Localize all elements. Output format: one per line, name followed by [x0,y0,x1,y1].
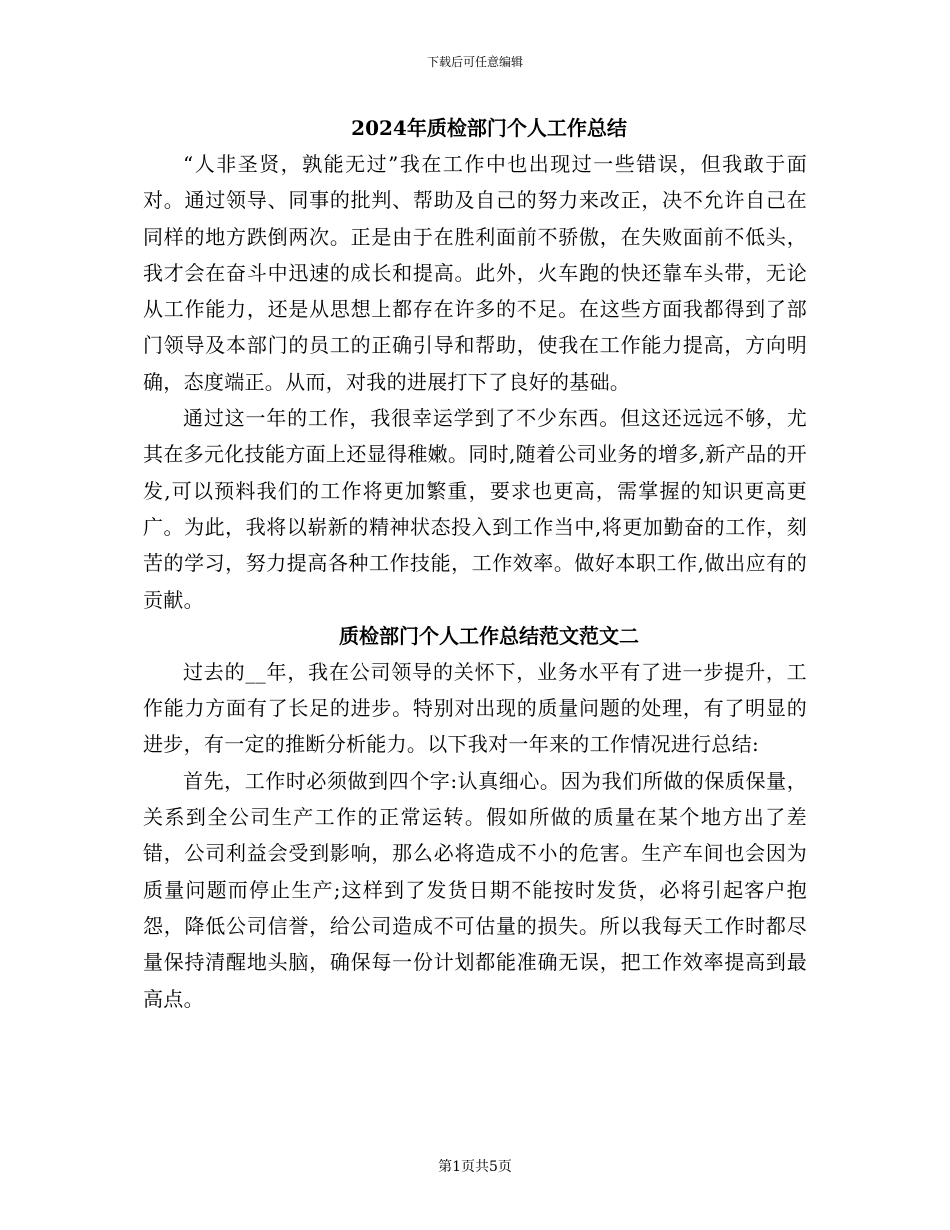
section-title: 质检部门个人工作总结范文范文二 [339,623,639,648]
paragraph-2: 通过这一年的工作，我很幸运学到了不少东西。但这还远远不够，尤其在多元化技能方面上还显得稚嫩。同时,随着公司业务的增多,新产品的开发,可以预料我们的工作将更加繁重，要求也更高，需掌握的知识更高更广。为此，我将以崭新的精神状态投入到工作当中,将更加勤奋的工作，刻苦的学习，努力提高各种工作技能，工作效率。做好本职工作,做出应有的贡献。 [143,406,807,612]
document-title: 2024年质检部门个人工作总结 [351,116,627,140]
header-note: 下载后可任意编辑 [426,55,523,69]
document-body [143,110,807,1017]
page-number: 第1页共5页 [438,1159,512,1175]
paragraph-4: 首先，工作时必须做到四个字:认真细心。因为我们所做的保质保量，关系到全公司生产工作的正常运转。假如所做的质量在某个地方出了差错，公司利益会受到影响，那么必将造成不小的危害。生产车间也会因为质量问题而停止生产;这样到了发货日期不能按时发货，必将引起客户抱怨，降低公司信誉，给公司造成不可估量的损失。所以我每天工作时都尽量保持清醒地头脑，确保每一份计划都能准确无误，把工作效率提高到最高点。 [143,768,807,1011]
paragraph-3: 过去的__年，我在公司领导的关怀下，业务水平有了进一步提升，工作能力方面有了长足的进步。特别对出现的质量问题的处理，有了明显的进步，有一定的推断分析能力。以下我对一年来的工作情况进行总结: [143,659,807,757]
paragraph-1: “人非圣贤，孰能无过”我在工作中也出现过一些错误，但我敢于面对。通过领导、同事的批判、帮助及自己的努力来改正，决不允许自己在同样的地方跌倒两次。正是由于在胜利面前不骄傲，在失败面前不低头，我才会在奋斗中迅速的成长和提高。此外，火车跑的快还靠车头带，无论从工作能力，还是从思想上都存在许多的不足。在这些方面我都得到了部门领导及本部门的员工的正确引导和帮助，使我在工作能力提高，方向明确，态度端正。从而，对我的进展打下了良好的基础。 [143,152,807,394]
